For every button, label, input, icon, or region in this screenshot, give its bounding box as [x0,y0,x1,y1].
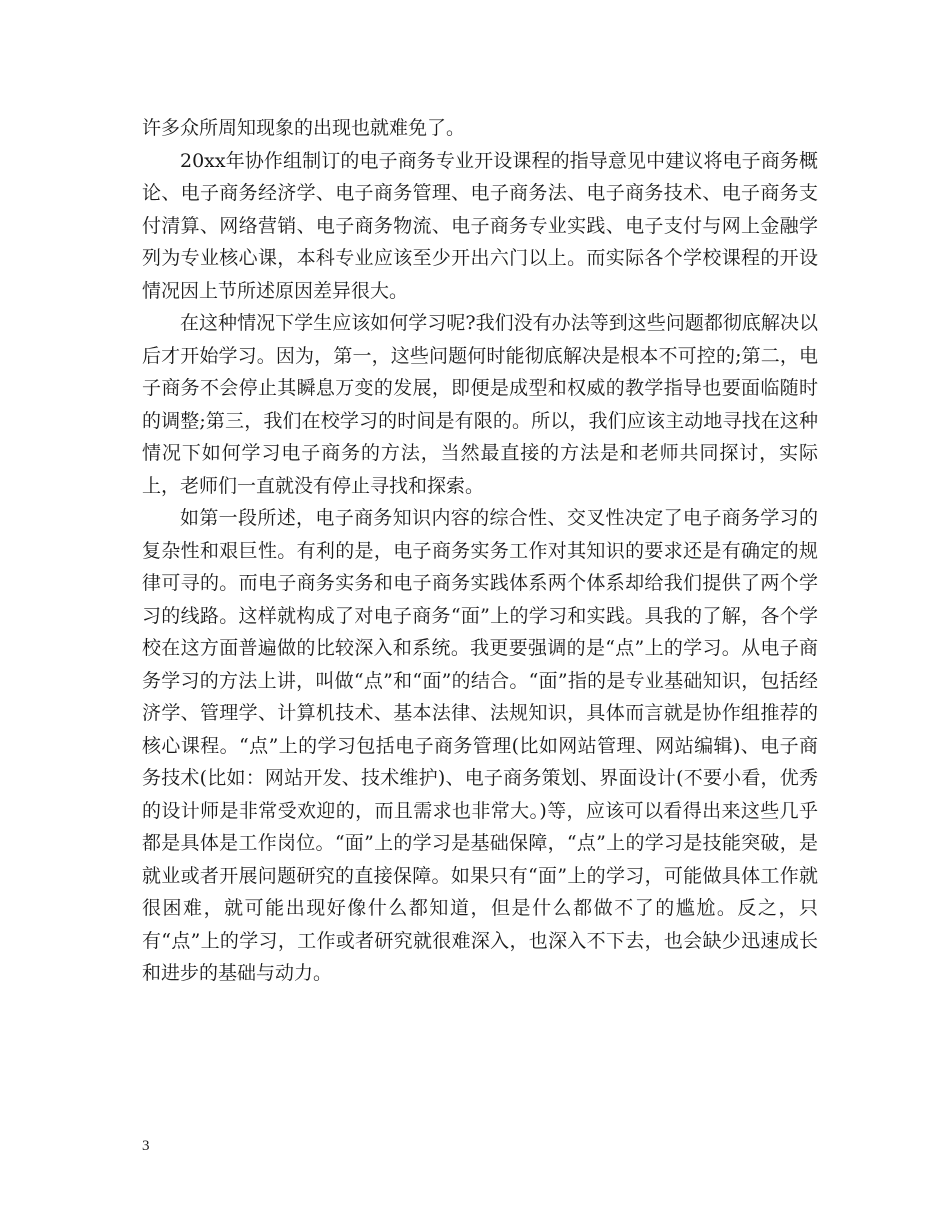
paragraph-3: 在这种情况下学生应该如何学习呢?我们没有办法等到这些问题都彻底解决以后才开始学习。因为，第一，这些问题何时能彻底解决是根本不可控的;第二，电子商务不会停止其瞬息万变的发展，即便是成型和权威的教学指导也要面临随时的调整;第三，我们在校学习的时间是有限的。所以，我们应该主动地寻找在这种情况下如何学习电子商务的方法，当然最直接的方法是和老师共同探讨，实际上，老师们一直就没有停止寻找和探索。 [142,312,818,497]
document-body [142,112,818,990]
page-number: 3 [142,1138,150,1154]
paragraph-1: 许多众所周知现象的出现也就难免了。 [142,117,466,139]
paragraph-2: 20xx年协作组制订的电子商务专业开设课程的指导意见中建议将电子商务概论、电子商务经济学、电子商务管理、电子商务法、电子商务技术、电子商务支付清算、网络营销、电子商务物流、电子商务专业实践、电子支付与网上金融学列为专业核心课，本科专业应该至少开出六门以上。而实际各个学校课程的开设情况因上节所述原因差异很大。 [142,149,818,302]
paragraph-4: 如第一段所述，电子商务知识内容的综合性、交叉性决定了电子商务学习的复杂性和艰巨性。有利的是，电子商务实务工作对其知识的要求还是有确定的规律可寻的。而电子商务实务和电子商务实践体系两个体系却给我们提供了两个学习的线路。这样就构成了对电子商务“面”上的学习和实践。具我的了解，各个学校在这方面普遍做的比较深入和系统。我更要强调的是“点”上的学习。从电子商务学习的方法上讲，叫做“点”和“面”的结合。“面”指的是专业基础知识，包括经济学、管理学、计算机技术、基本法律、法规知识，具体而言就是协作组推荐的核心课程。“点”上的学习包括电子商务管理(比如网站管理、网站编辑)、电子商务技术(比如：网站开发、技术维护)、电子商务策划、界面设计(不要小看，优秀的设计师是非常受欢迎的，而且需求也非常大。)等，应该可以看得出来这些几乎都是具体是工作岗位。“面”上的学习是基础保障，“点”上的学习是技能突破，是就业或者开展问题研究的直接保障。如果只有“面”上的学习，可能做具体工作就很困难，就可能出现好像什么都知道，但是什么都做不了的尴尬。反之，只有“点”上的学习，工作或者研究就很难深入，也深入不下去，也会缺少迅速成长和进步的基础与动力。 [142,507,818,984]
